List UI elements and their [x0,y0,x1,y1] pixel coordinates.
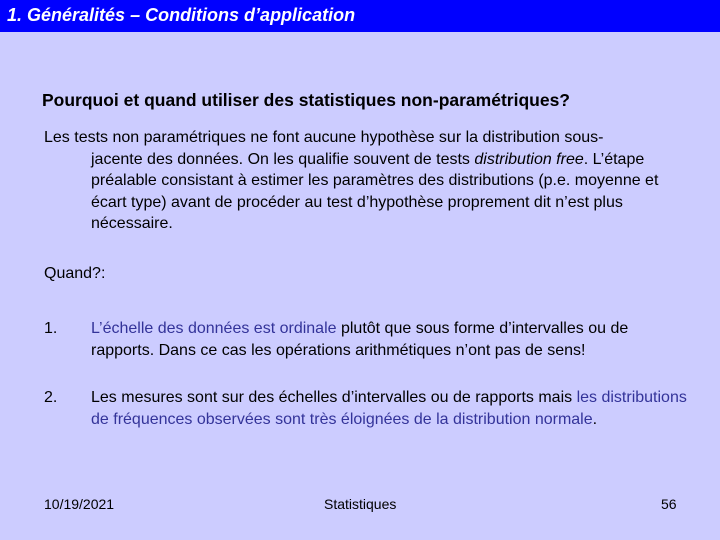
list-item-accent: L’échelle des données est ordinale [91,320,337,337]
list-item-accent: les distributions de fréquences observées sont très éloignées de la distribution normale [91,389,687,428]
list-item-plain: plutôt que sous forme d’intervalles ou de rapports. Dans ce cas les opérations arithmétiques n’ont pas de sens! [91,320,629,359]
list-item-plain: Les mesures sont sur des échelles d’intervalles ou de rapports mais [91,389,577,406]
paragraph-continuation [44,149,684,235]
slide-heading: Pourquoi et quand utiliser des statistiques non-paramétriques? [42,90,570,110]
paragraph-text-b: . L’étape préalable consistant à estimer les paramètres des distributions (p.e. moyenne et écart type) avant de procéder au test d’hypothèse proprement dit n’est plus nécessaire. [91,150,659,232]
paragraph-first-line: Les tests non paramétriques ne font aucune hypothèse sur la distribution sous- [44,129,604,146]
quand-label: Quand?: [44,265,106,282]
paragraph-italic: distribution free [474,150,584,168]
paragraph-text-a: jacente des données. On les qualifie souvent de tests [91,150,475,168]
footer-page-number: 56 [661,496,677,512]
title-bar [0,0,720,32]
list-item-text [91,318,691,361]
list-item-tail: . [592,410,598,428]
list-item-number: 2. [44,389,58,406]
list-item-number: 1. [44,320,58,337]
footer-title: Statistiques [324,496,397,512]
slide-title: 1. Généralités – Conditions d’application [7,5,356,25]
intro-paragraph [44,127,684,235]
footer-date: 10/19/2021 [44,496,115,512]
list-item-text [91,387,691,430]
